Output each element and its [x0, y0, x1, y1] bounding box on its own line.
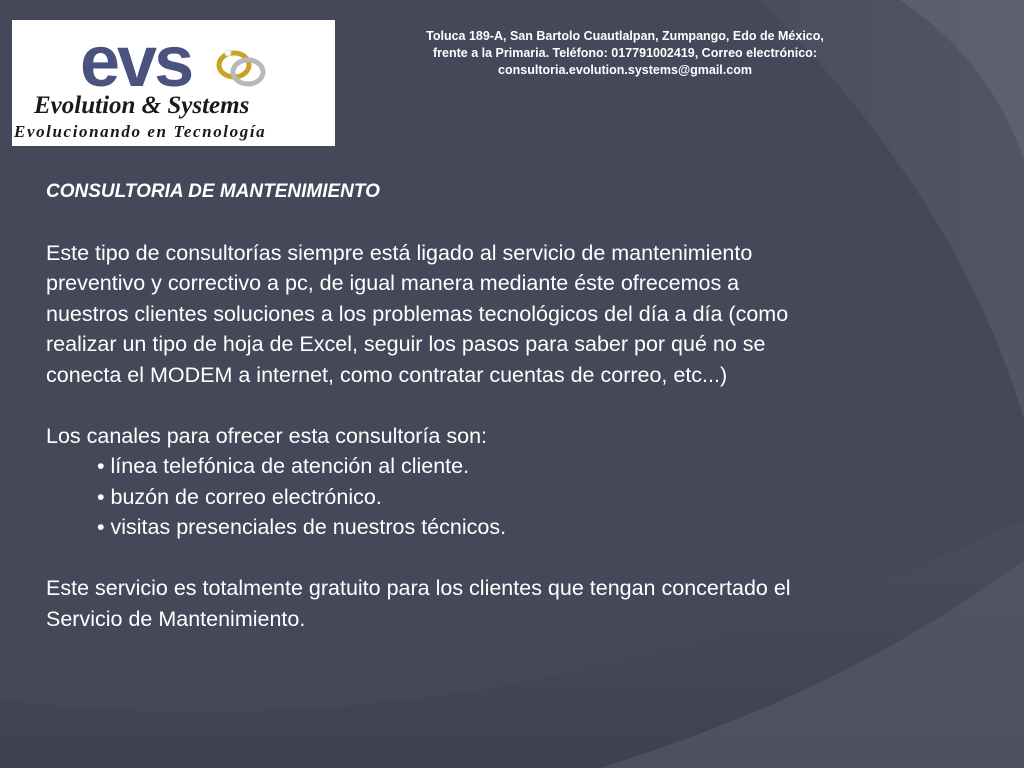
- address-email: consultoria.evolution.systems@gmail.com: [498, 63, 752, 77]
- paragraph-line: Este tipo de consultorías siempre está ligado al servicio de mantenimiento: [46, 240, 753, 265]
- paragraph-line: nuestros clientes soluciones a los problemas tecnológicos del día a día (como: [46, 301, 789, 326]
- address-line: Toluca 189-A, San Bartolo Cuautlalpan, Zumpango, Edo de México,: [426, 29, 824, 43]
- channel-item: • línea telefónica de atención al cliente.: [97, 454, 470, 478]
- channels-intro: Los canales para ofrecer esta consultoría son:: [46, 423, 488, 448]
- gold-rings-icon: [219, 50, 263, 84]
- paragraph-line: realizar un tipo de hoja de Excel, seguir los pasos para saber por qué no se: [46, 332, 766, 356]
- slide-content: [46, 177, 966, 634]
- contact-address: [380, 28, 870, 79]
- closing-line: Este servicio es totalmente gratuito para los clientes que tengan concertado el: [46, 576, 791, 600]
- company-logo: [12, 20, 335, 146]
- slide-title: CONSULTORIA DE MANTENIMIENTO: [46, 181, 380, 202]
- paragraph-line: conecta el MODEM a internet, como contratar cuentas de correo, etc...): [46, 362, 728, 387]
- logo-company-name: Evolution & Systems: [34, 92, 250, 119]
- logo-tagline: Evolucionando en Tecnología: [14, 122, 267, 141]
- channel-item: • visitas presenciales de nuestros técnicos.: [97, 515, 507, 539]
- paragraph-line: preventivo y correctivo a pc, de igual manera mediante éste ofrecemos a: [46, 271, 740, 295]
- logo-mark: evs: [80, 22, 192, 102]
- closing-line: Servicio de Mantenimiento.: [46, 606, 306, 631]
- channel-item: • buzón de correo electrónico.: [97, 484, 382, 509]
- address-line: frente a la Primaria. Teléfono: 017791002419, Correo electrónico:: [433, 46, 817, 60]
